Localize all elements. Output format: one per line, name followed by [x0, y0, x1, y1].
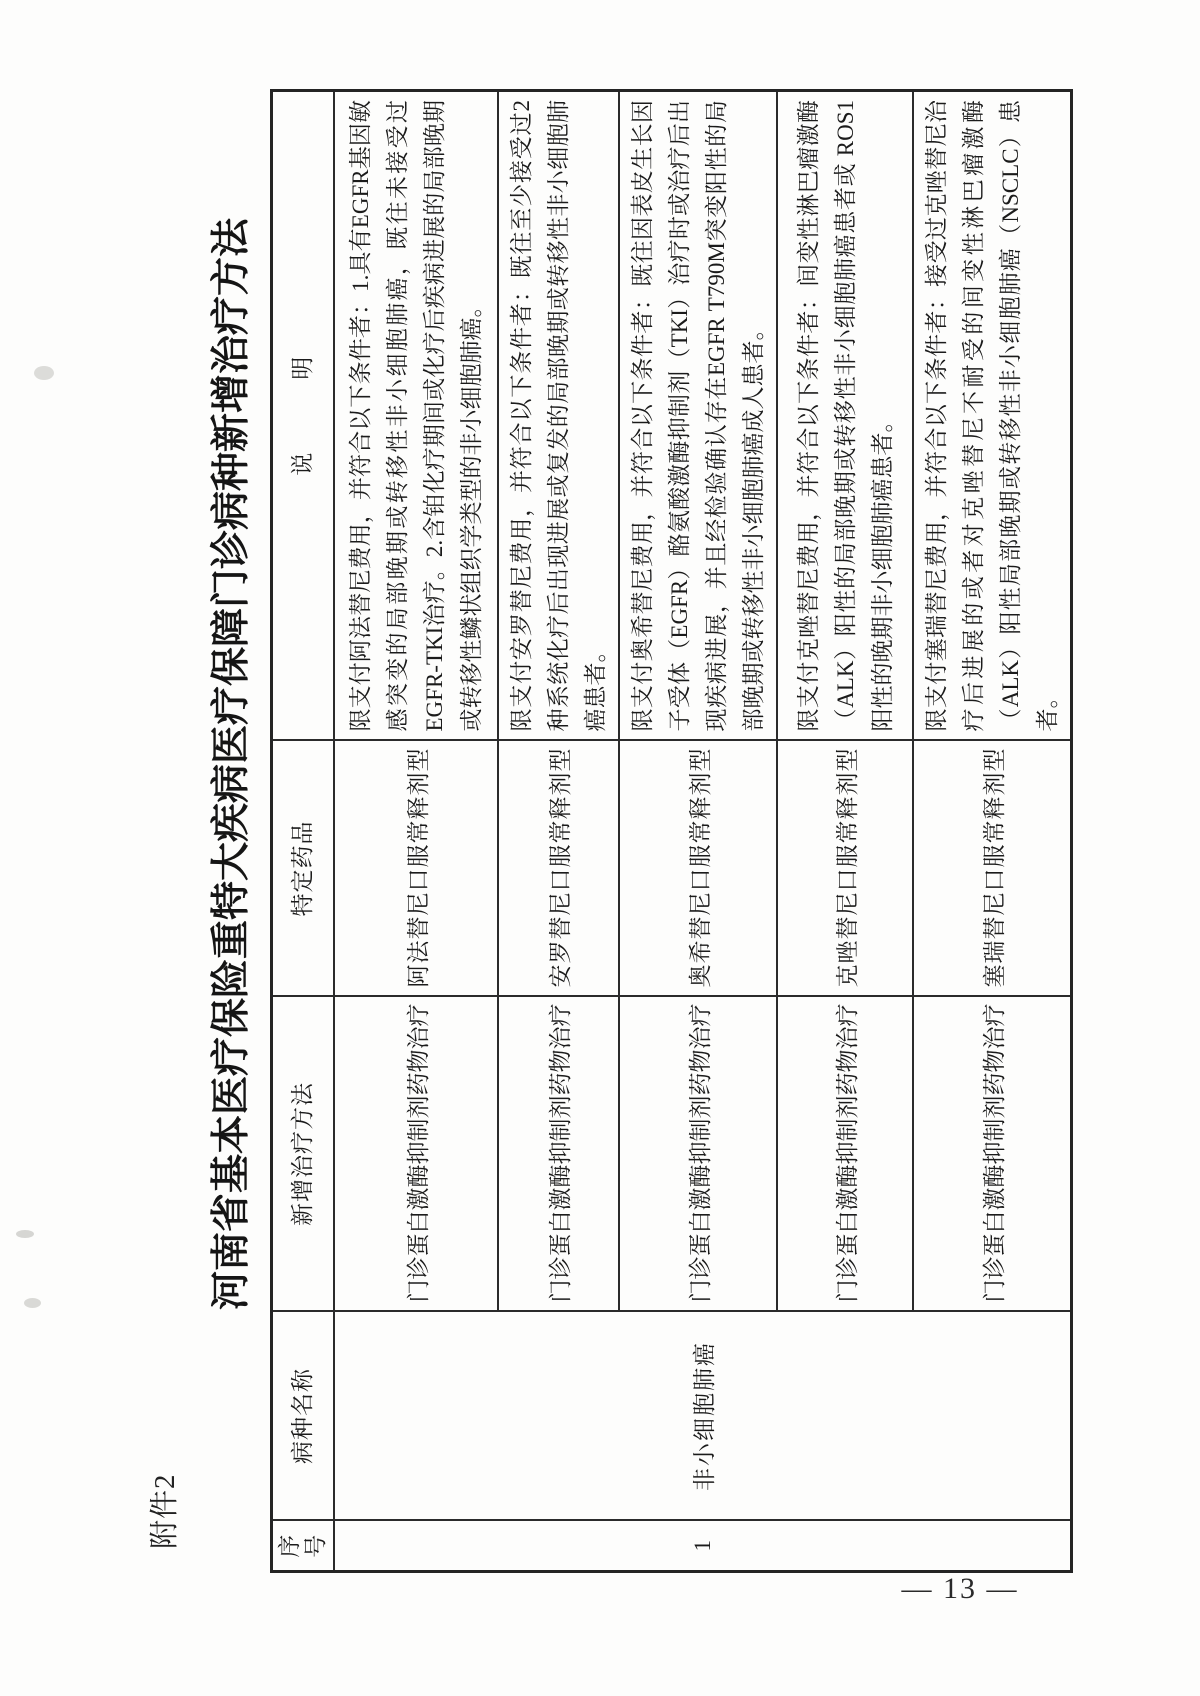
note-cell: 限支付奥希替尼费用，并符合以下条件者：既往因表皮生长因子受体（EGFR）酪氨酸激酶抑制剂（TKI）治疗时或治疗后出现疾病进展，并且经检验确认存在EGFR T790M突变阳性的局部晚期或转移性非小细胞肺癌成人患者。 — [619, 91, 777, 741]
drug-cell: 奥希替尼口服常释剂型 — [619, 741, 777, 997]
treatment-cell: 门诊蛋白激酶抑制剂药物治疗 — [619, 997, 777, 1312]
disease-name-cell: 非小细胞肺癌 — [334, 1312, 1072, 1521]
scan-smudge — [16, 1230, 34, 1238]
treatment-cell: 门诊蛋白激酶抑制剂药物治疗 — [334, 997, 498, 1312]
treatment-table — [270, 89, 1073, 1573]
note-cell: 限支付克唑替尼费用，并符合以下条件者：间变性淋巴瘤激酶（ALK）阳性的局部晚期或转移性非小细胞肺癌患者或 ROS1阳性的晚期非小细胞肺癌患者。 — [777, 91, 913, 741]
table-header-row — [272, 91, 335, 1572]
drug-cell: 克唑替尼口服常释剂型 — [777, 741, 913, 997]
column-header-note: 说 明 — [272, 91, 335, 741]
document-title: 河南省基本医疗保险重特大疾病医疗保障门诊病种新增治疗方法 — [210, 217, 253, 1310]
drug-cell: 安罗替尼口服常释剂型 — [498, 741, 619, 997]
drug-cell: 塞瑞替尼口服常释剂型 — [913, 741, 1072, 997]
scan-smudge — [24, 1298, 41, 1308]
treatment-cell: 门诊蛋白激酶抑制剂药物治疗 — [777, 997, 913, 1312]
note-cell: 限支付阿法替尼费用，并符合以下条件者：1.具有EGFR基因敏感突变的局部晚期或转移性非小细胞肺癌，既往未接受过EGFR-TKI治疗。2.含铂化疗期间或化疗后疾病进展的局部晚期或转移性鳞状组织学类型的非小细胞肺癌。 — [334, 91, 498, 741]
seq-number-cell: 1 — [334, 1521, 1072, 1572]
table-row — [334, 91, 498, 1572]
note-cell: 限支付安罗替尼费用，并符合以下条件者：既往至少接受过2种系统化疗后出现进展或复发的局部晚期或转移性非小细胞肺癌患者。 — [498, 91, 619, 741]
column-header-disease: 病种名称 — [272, 1312, 335, 1521]
column-header-treatment: 新增治疗方法 — [272, 997, 335, 1312]
column-header-seq: 序号 — [272, 1521, 335, 1572]
column-header-drug: 特定药品 — [272, 741, 335, 997]
treatment-cell: 门诊蛋白激酶抑制剂药物治疗 — [913, 997, 1072, 1312]
drug-cell: 阿法替尼口服常释剂型 — [334, 741, 498, 997]
treatment-cell: 门诊蛋白激酶抑制剂药物治疗 — [498, 997, 619, 1312]
page-number: — 13 — — [901, 1572, 1019, 1605]
attachment-label: 附件2 — [149, 1473, 181, 1549]
scan-smudge — [34, 366, 54, 380]
note-cell: 限支付塞瑞替尼费用，并符合以下条件者：接受过克唑替尼治疗后进展的或者对克唑替尼不耐受的间变性淋巴瘤激酶（ALK）阳性局部晚期或转移性非小细胞肺癌（NSCLC）患者。 — [913, 91, 1072, 741]
